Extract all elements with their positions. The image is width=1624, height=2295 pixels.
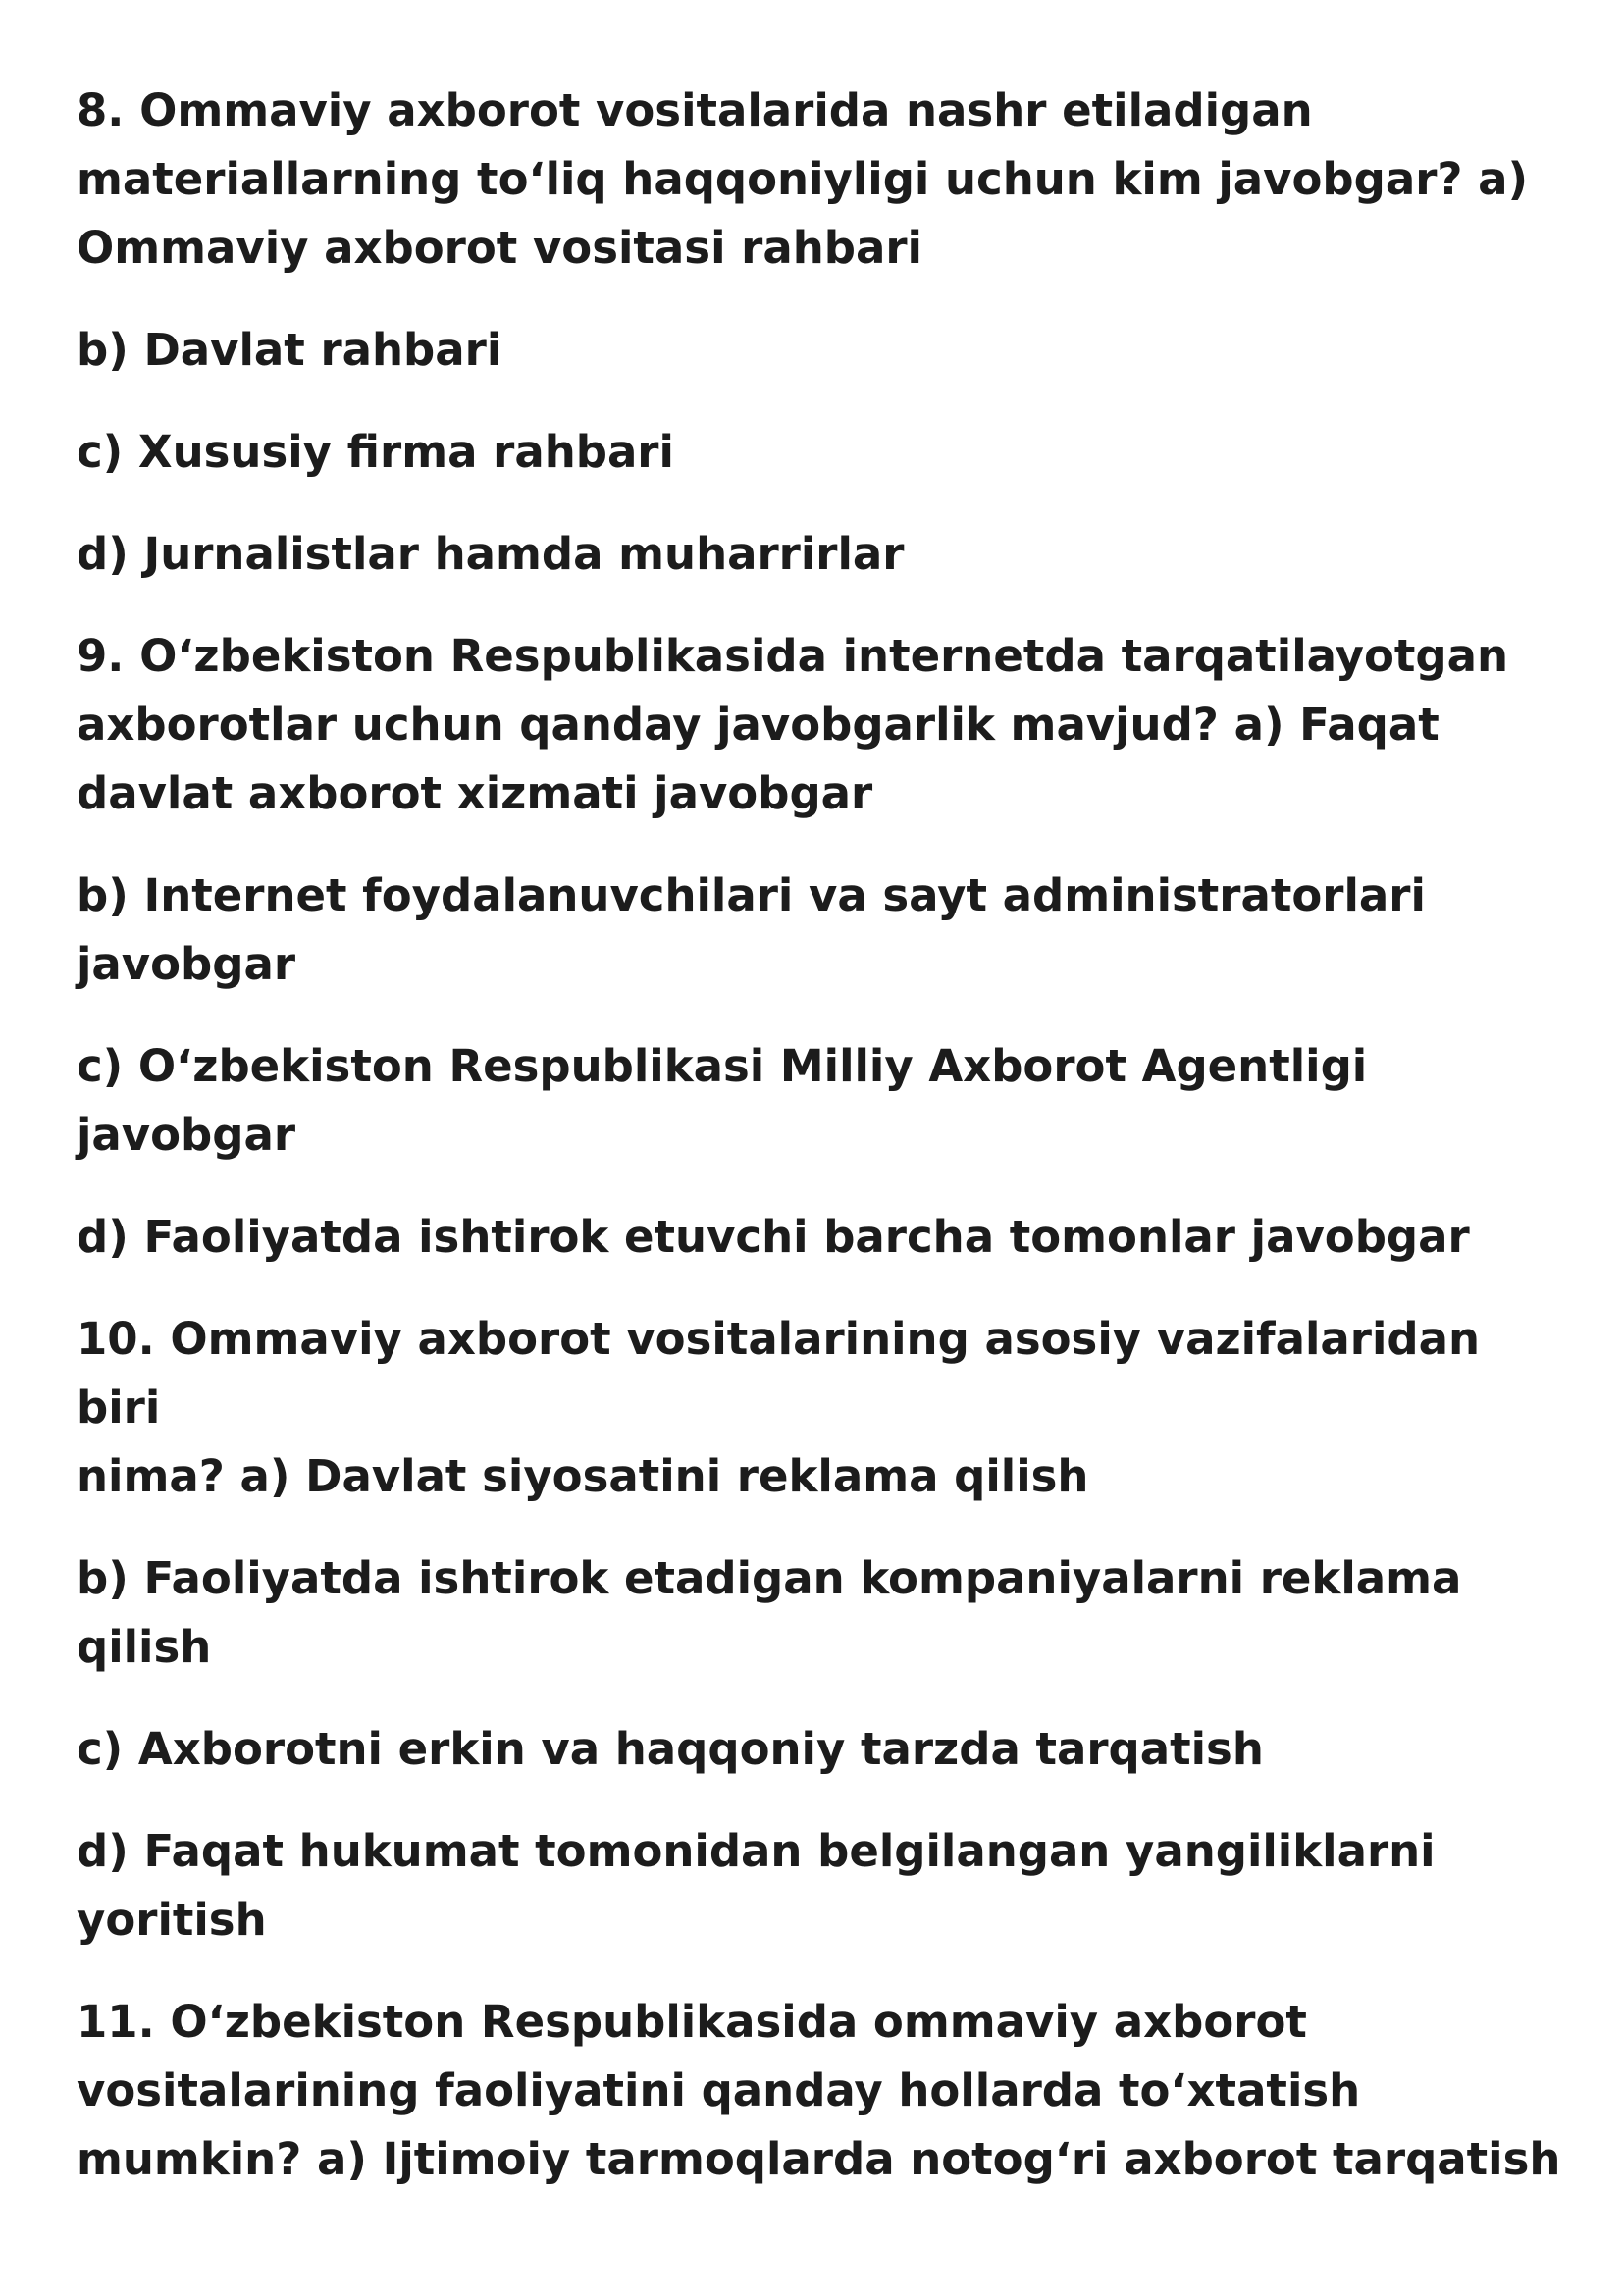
text-line: 9. O‘zbekiston Respublikasida internetda tarqatilayotgan xyxy=(77,630,1508,682)
question-9-option-b xyxy=(77,861,1568,999)
text-line: qilish xyxy=(77,1621,212,1673)
question-9-stem xyxy=(77,622,1568,828)
text-line: 11. O‘zbekiston Respublikasida ommaviy axborot xyxy=(77,1996,1307,2048)
question-10-stem xyxy=(77,1305,1568,1511)
text-line: javobgar xyxy=(77,1109,296,1161)
text-line: c) Axborotni erkin va haqqoniy tarzda tarqatish xyxy=(77,1723,1264,1775)
question-8-option-b xyxy=(77,316,1568,385)
text-line: mumkin? a) Ijtimoiy tarmoqlarda notog‘ri axborot tarqatish xyxy=(77,2133,1561,2185)
question-10-option-d xyxy=(77,1817,1568,1955)
text-line: d) Faqat hukumat tomonidan belgilangan yangiliklarni xyxy=(77,1825,1436,1877)
text-line: axborotlar uchun qanday javobgarlik mavjud? a) Faqat xyxy=(77,699,1440,751)
text-line: b) Davlat rahbari xyxy=(77,324,502,376)
text-line: nima? a) Davlat siyosatini reklama qilish xyxy=(77,1450,1089,1502)
question-8-option-d xyxy=(77,520,1568,589)
text-line: d) Jurnalistlar hamda muharrirlar xyxy=(77,528,905,580)
text-line: 10. Ommaviy axborot vositalarining asosiy vazifalaridan biri xyxy=(77,1313,1481,1434)
text-line: yoritish xyxy=(77,1894,267,1946)
question-8-option-c xyxy=(77,418,1568,487)
text-line: b) Faoliyatda ishtirok etadigan kompaniyalarni reklama xyxy=(77,1552,1462,1604)
text-line: b) Internet foydalanuvchilari va sayt administratorlari xyxy=(77,869,1426,921)
text-line: Ommaviy axborot vositasi rahbari xyxy=(77,222,922,274)
text-line: materiallarning to‘liq haqqoniyligi uchun kim javobgar? a) xyxy=(77,153,1529,205)
text-line: davlat axborot xizmati javobgar xyxy=(77,767,873,819)
question-9-option-d xyxy=(77,1203,1568,1272)
text-line: javobgar xyxy=(77,938,296,990)
question-11-stem xyxy=(77,1988,1568,2194)
question-9-option-c xyxy=(77,1032,1568,1170)
text-line: c) Xususiy firma rahbari xyxy=(77,426,674,478)
question-8-stem xyxy=(77,77,1568,283)
text-line: d) Faoliyatda ishtirok etuvchi barcha tomonlar javobgar xyxy=(77,1211,1470,1263)
question-10-option-c xyxy=(77,1715,1568,1784)
text-line: vositalarining faoliyatini qanday hollarda to‘xtatish xyxy=(77,2064,1361,2116)
document-page xyxy=(77,77,1568,2227)
question-10-option-b xyxy=(77,1544,1568,1682)
text-line: 8. Ommaviy axborot vositalarida nashr etiladigan xyxy=(77,84,1313,136)
text-line: c) O‘zbekiston Respublikasi Milliy Axborot Agentligi xyxy=(77,1040,1368,1092)
